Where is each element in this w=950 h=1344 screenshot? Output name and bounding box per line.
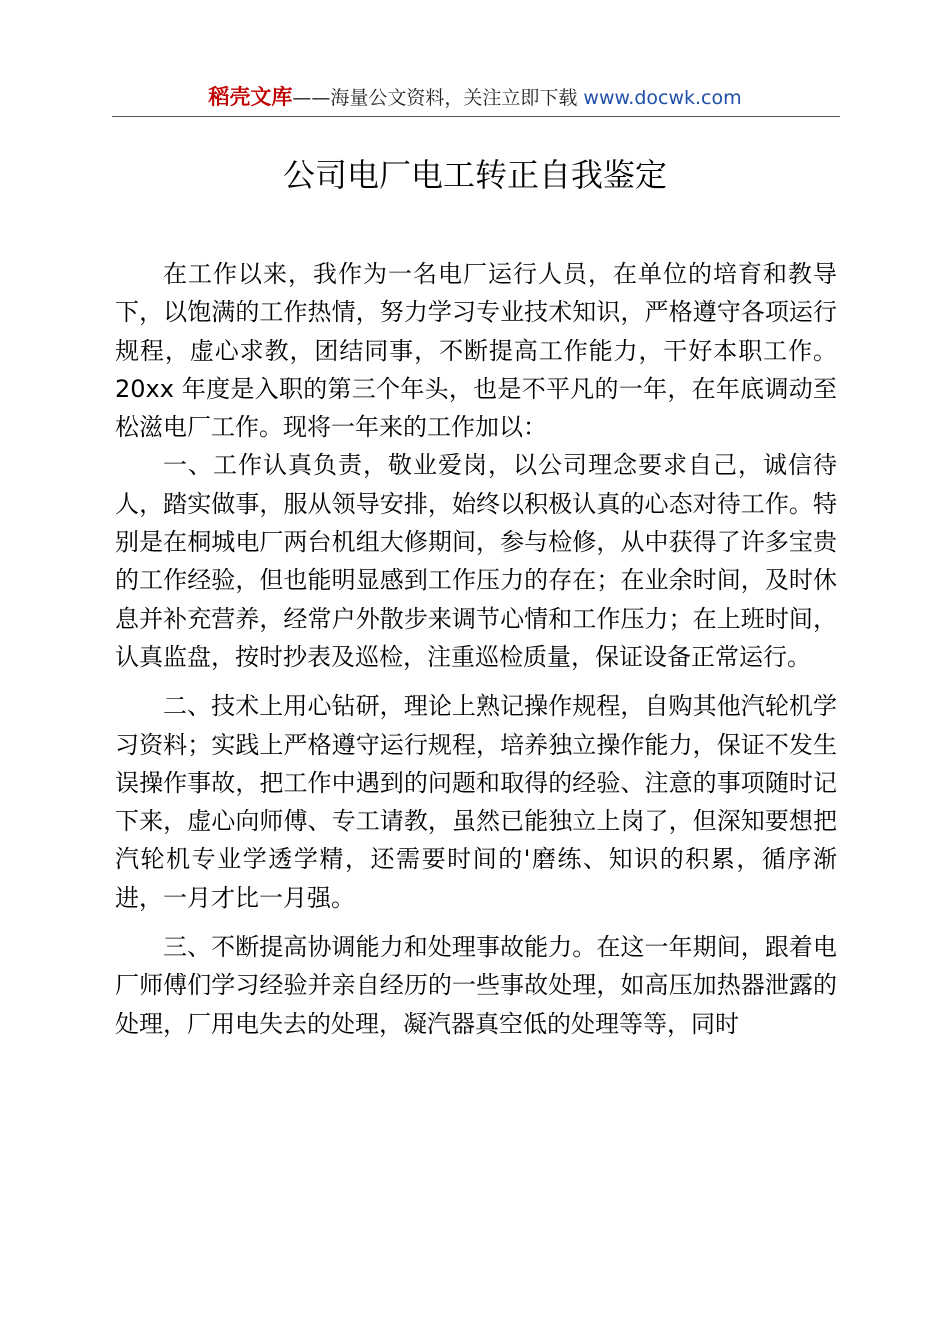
header-divider	[112, 116, 840, 117]
document-header	[0, 84, 950, 111]
paragraph-section-2: 二、技术上用心钻研，理论上熟记操作规程，自购其他汽轮机学习资料；实践上严格遵守运行规程，培养独立操作能力，保证不发生误操作事故，把工作中遇到的问题和取得的经验、注意的事项随时记下来，虚心向师傅、专工请教，虽然已能独立上岗了，但深知要想把汽轮机专业学透学精，还需要时间的'磨练、知识的积累，循序渐进，一月才比一月强。	[115, 692, 837, 912]
document-body	[115, 255, 837, 1043]
paragraph-section-1: 一、工作认真负责，敬业爱岗，以公司理念要求自己，诚信待人，踏实做事，服从领导安排，始终以积极认真的心态对待工作。特别是在桐城电厂两台机组大修期间，参与检修，从中获得了许多宝贵的工作经验，但也能明显感到工作压力的存在；在业余时间，及时休息并补充营养，经常户外散步来调节心情和工作压力；在上班时间，认真监盘，按时抄表及巡检，注重巡检质量，保证设备正常运行。	[115, 451, 837, 671]
document-title: 公司电厂电工转正自我鉴定	[282, 156, 667, 194]
header-url-link[interactable]: www.docwk.com	[583, 87, 742, 109]
paragraph-intro: 在工作以来，我作为一名电厂运行人员，在单位的培育和教导下，以饱满的工作热情，努力学习专业技术知识，严格遵守各项运行规程，虚心求教，团结同事，不断提高工作能力，干好本职工作。20xx 年度是入职的第三个年头，也是不平凡的一年，在年底调动至松滋电厂工作。现将一年来的工作加以：	[115, 260, 837, 442]
brand-name: 稻壳文库	[208, 85, 293, 109]
paragraph-section-3: 三、不断提高协调能力和处理事故能力。在这一年期间，跟着电厂师傅们学习经验并亲自经历的一些事故处理，如高压加热器泄露的处理，厂用电失去的处理，凝汽器真空低的处理等等，同时	[115, 933, 837, 1038]
header-tagline: ——海量公文资料，关注立即下载	[292, 87, 584, 109]
